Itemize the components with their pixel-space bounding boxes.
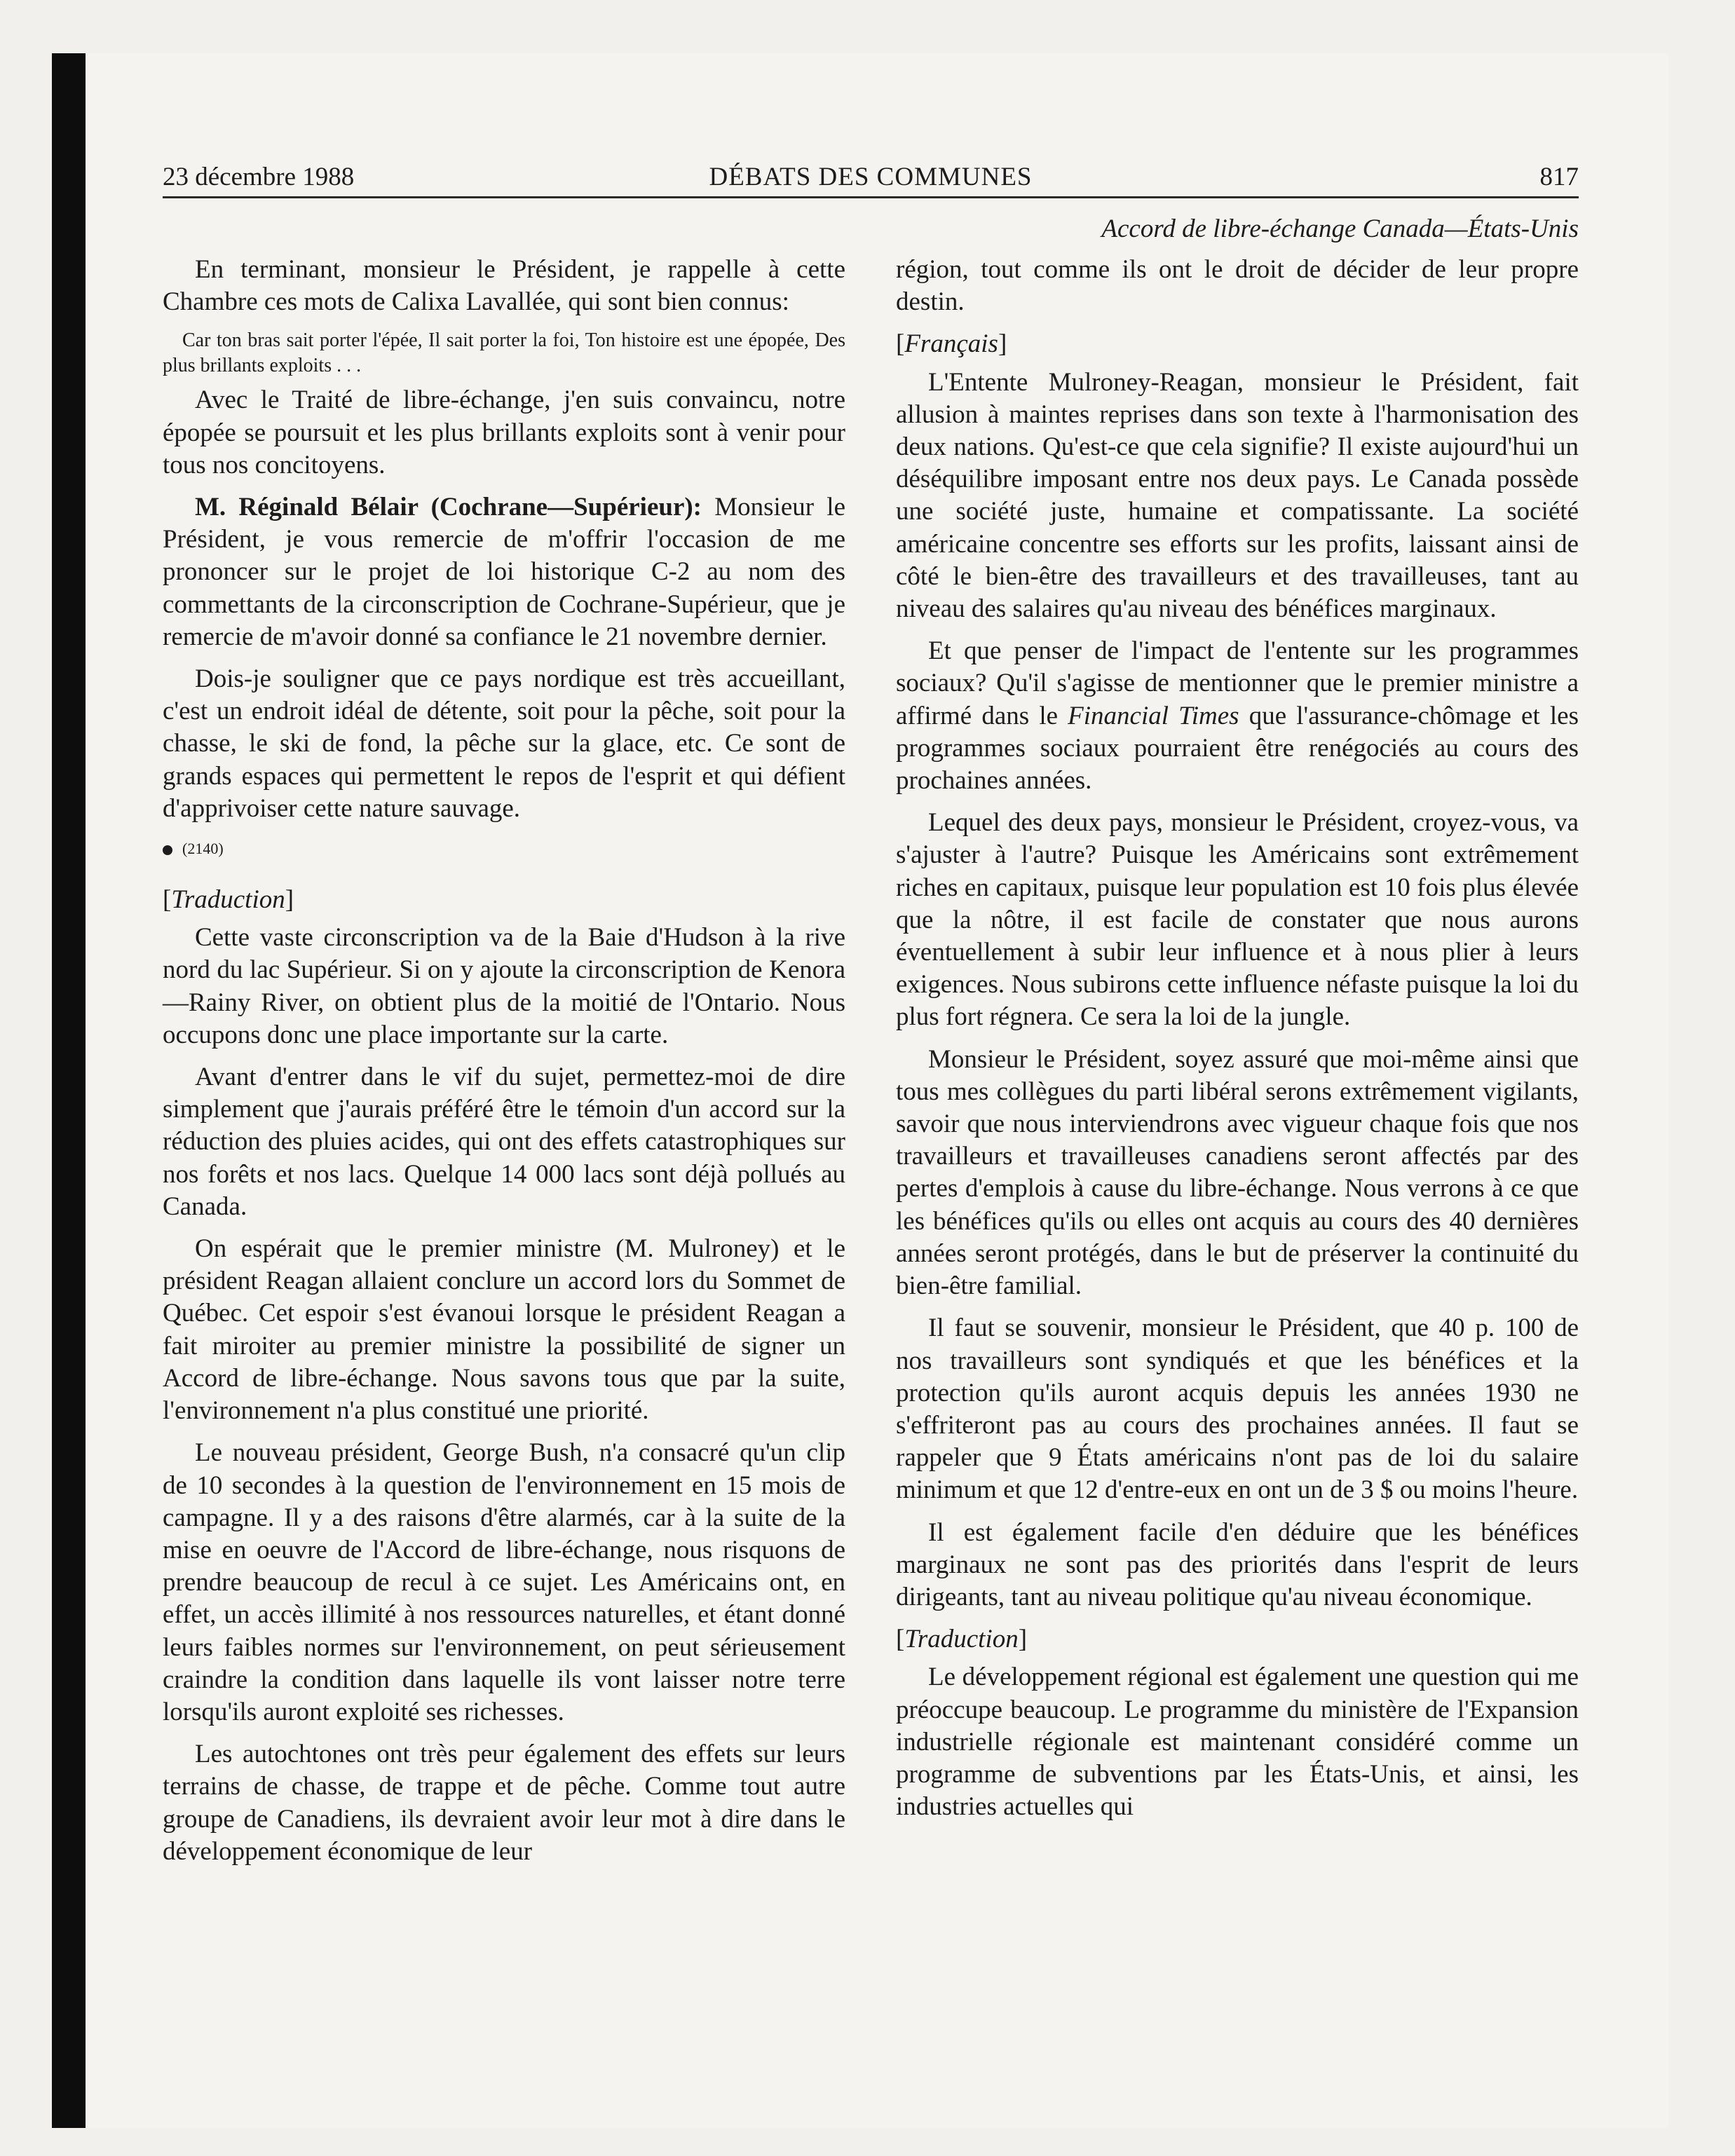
quote-verse: Car ton bras sait porter l'épée, Il sait porter la foi, Ton histoire est une épopée, Des plus brillants exploits . . . bbox=[163, 329, 845, 377]
language-tag: [Français] bbox=[896, 329, 1007, 359]
page-header bbox=[163, 156, 1579, 198]
paragraph: On espérait que le premier ministre (M. Mulroney) et le président Reagan allaient conclure un accord lors du Sommet de Québec. Cet espoir s'est évanoui lorsque le président Reagan a fait miroiter au premier ministre la possibilité de signer un Accord de libre-échange. Nous savons tous que par la suite, l'environnement n'a plus constitué une priorité. bbox=[163, 1234, 845, 1426]
scan-edge bbox=[52, 53, 86, 2128]
section-subtitle: Accord de libre-échange Canada—États-Unis bbox=[1101, 214, 1579, 243]
left-column bbox=[163, 254, 845, 1878]
language-tag-text: Français bbox=[904, 329, 998, 359]
paragraph bbox=[896, 635, 1579, 797]
speaker-paragraph bbox=[163, 491, 845, 653]
paragraph: Dois-je souligner que ce pays nordique est très accueillant, c'est un endroit idéal de détente, soit pour la pêche, soit pour la chasse, le ski de fond, la pêche sur la glace, etc. Ce sont de grands espaces qui permettent le repos de l'esprit et qui défient d'apprivoiser cette nature sauvage. bbox=[163, 664, 845, 823]
header-date: 23 décembre 1988 bbox=[163, 163, 355, 191]
language-tag: [Traduction] bbox=[163, 885, 294, 915]
paragraph: En terminant, monsieur le Président, je rappelle à cette Chambre ces mots de Calixa Lavallée, qui sont bien connus: bbox=[163, 255, 845, 317]
right-column bbox=[896, 254, 1579, 1833]
language-tag-text: Traduction bbox=[171, 885, 285, 915]
paragraph: Il faut se souvenir, monsieur le Président, que 40 p. 100 de nos travailleurs sont syndiqués et que les bénéfices et la protection qu'ils auront acquis depuis les années 1930 ne s'effriteront pas au cours des prochaines années. Il faut se rappeler que 9 États américains n'ont pas de loi du salaire minimum et que 12 d'entre-eux en ont un de 3 $ ou moins l'heure. bbox=[896, 1314, 1579, 1505]
paragraph: Les autochtones ont très peur également des effets sur leurs terrains de chasse, de trappe et de pêche. Comme tout autre groupe de Canadiens, ils devraient avoir leur mot à dire dans le développement économique de leur bbox=[163, 1740, 845, 1866]
paragraph: L'Entente Mulroney-Reagan, monsieur le Président, fait allusion à maintes reprises dans son texte à l'harmonisation des deux nations. Qu'est-ce que cela signifie? Il existe aujourd'hui un déséquilibre imposant entre nos deux pays. Le Canada possède une société juste, humaine et compatissante. La société américaine concentre ses efforts sur les profits, laissant ainsi de côté le bien-être des travailleurs et des travailleuses, tant au niveau des salaires qu'au niveau des bénéfices marginaux. bbox=[896, 367, 1579, 624]
paragraph: Cette vaste circonscription va de la Baie d'Hudson à la rive nord du lac Supérieur. Si on y ajoute la circonscription de Kenora—Rainy River, on obtient plus de la moitié de l'Ontario. Nous occupons donc une place importante sur la carte. bbox=[163, 923, 845, 1049]
language-tag-text: Traduction bbox=[904, 1625, 1019, 1654]
time-marker-text: (2140) bbox=[182, 840, 224, 858]
publication-title: Financial Times bbox=[1068, 701, 1239, 730]
paragraph: Le nouveau président, George Bush, n'a consacré qu'un clip de 10 secondes à la question de l'environnement en 15 mois de campagne. Il y a des raisons d'être alarmés, car à la suite de la mise en oeuvre de l'Accord de libre-échange, nous risquons de prendre beaucoup de recul à ce sujet. Les Américains ont, en effet, un accès illimité à nos ressources naturelles, et étant donné leurs faibles normes sur l'environnement, on peut sérieusement craindre la condition dans laquelle ils vont laisser notre terre lorsqu'ils auront exploité ses richesses. bbox=[163, 1438, 845, 1726]
header-page-number: 817 bbox=[1539, 163, 1579, 191]
time-marker bbox=[163, 835, 845, 863]
paragraph: région, tout comme ils ont le droit de décider de leur propre destin. bbox=[896, 255, 1579, 317]
paragraph: Lequel des deux pays, monsieur le Président, croyez-vous, va s'ajuster à l'autre? Puisque les Américains sont extrêmement riches en capitaux, puisque leur population est 10 fois plus élevée que la nôtre, il est facile de constater que nous aurons éventuellement à subir leur influence et à nous plier à leurs exigences. Nous subirons cette influence néfaste puisque la loi du plus fort régnera. Ce sera la loi de la jungle. bbox=[896, 808, 1579, 1032]
paragraph-text: Et que penser de l'impact de l'entente sur les programmes sociaux? Qu'il s'agisse de mentionner que le premier ministre a affirmé dans le bbox=[896, 636, 1579, 730]
paragraph: Avant d'entrer dans le vif du sujet, permettez-moi de dire simplement que j'aurais préféré être le témoin d'un accord sur la réduction des pluies acides, qui ont des effets catastrophiques sur nos forêts et nos lacs. Quelque 14 000 lacs sont déjà pollués au Canada. bbox=[163, 1063, 845, 1221]
paragraph: Le développement régional est également une question qui me préoccupe beaucoup. Le programme du ministère de l'Expansion industrielle régionale est maintenant considéré comme un programme de subventions par les États-Unis, et ainsi, les industries actuelles qui bbox=[896, 1663, 1579, 1822]
paragraph: Il est également facile d'en déduire que les bénéfices marginaux ne sont pas des priorités dans l'esprit de leurs dirigeants, tant au niveau politique qu'au niveau économique. bbox=[896, 1517, 1579, 1611]
header-journal-title: DÉBATS DES COMMUNES bbox=[709, 163, 1033, 191]
speaker-name: M. Réginald Bélair (Cochrane—Supérieur): bbox=[195, 493, 702, 522]
language-tag: [Traduction] bbox=[896, 1625, 1028, 1654]
paragraph: Monsieur le Président, soyez assuré que moi-même ainsi que tous mes collègues du parti libéral serons extrêmement vigilants, savoir que nous interviendrons avec vigueur chaque fois que nos travailleurs et travailleuses canadiens seront affectés par des pertes d'emplois à cause du libre-échange. Nous verrons à ce que les bénéfices qu'ils ou elles ont acquis au cours des 40 dernières années seront protégés, dans le but de préserver la continuité du bien-être familial. bbox=[896, 1044, 1579, 1301]
speaker-text: Monsieur le Président, je vous remercie de m'offrir l'occasion de me prononcer sur le projet de loi historique C-2 au nom des commettants de la circonscription de Cochrane-Supérieur, que je remercie de m'avoir donné sa confiance le 21 novembre dernier. bbox=[163, 493, 845, 651]
bullet-icon bbox=[163, 845, 172, 855]
paragraph: Avec le Traité de libre-échange, j'en suis convaincu, notre épopée se poursuit et les plus brillants exploits sont à venir pour tous nos concitoyens. bbox=[163, 386, 845, 479]
paragraph-text: que l'assurance-chômage et les programmes sociaux pourraient être renégociés au cours des prochaines années. bbox=[896, 701, 1579, 796]
